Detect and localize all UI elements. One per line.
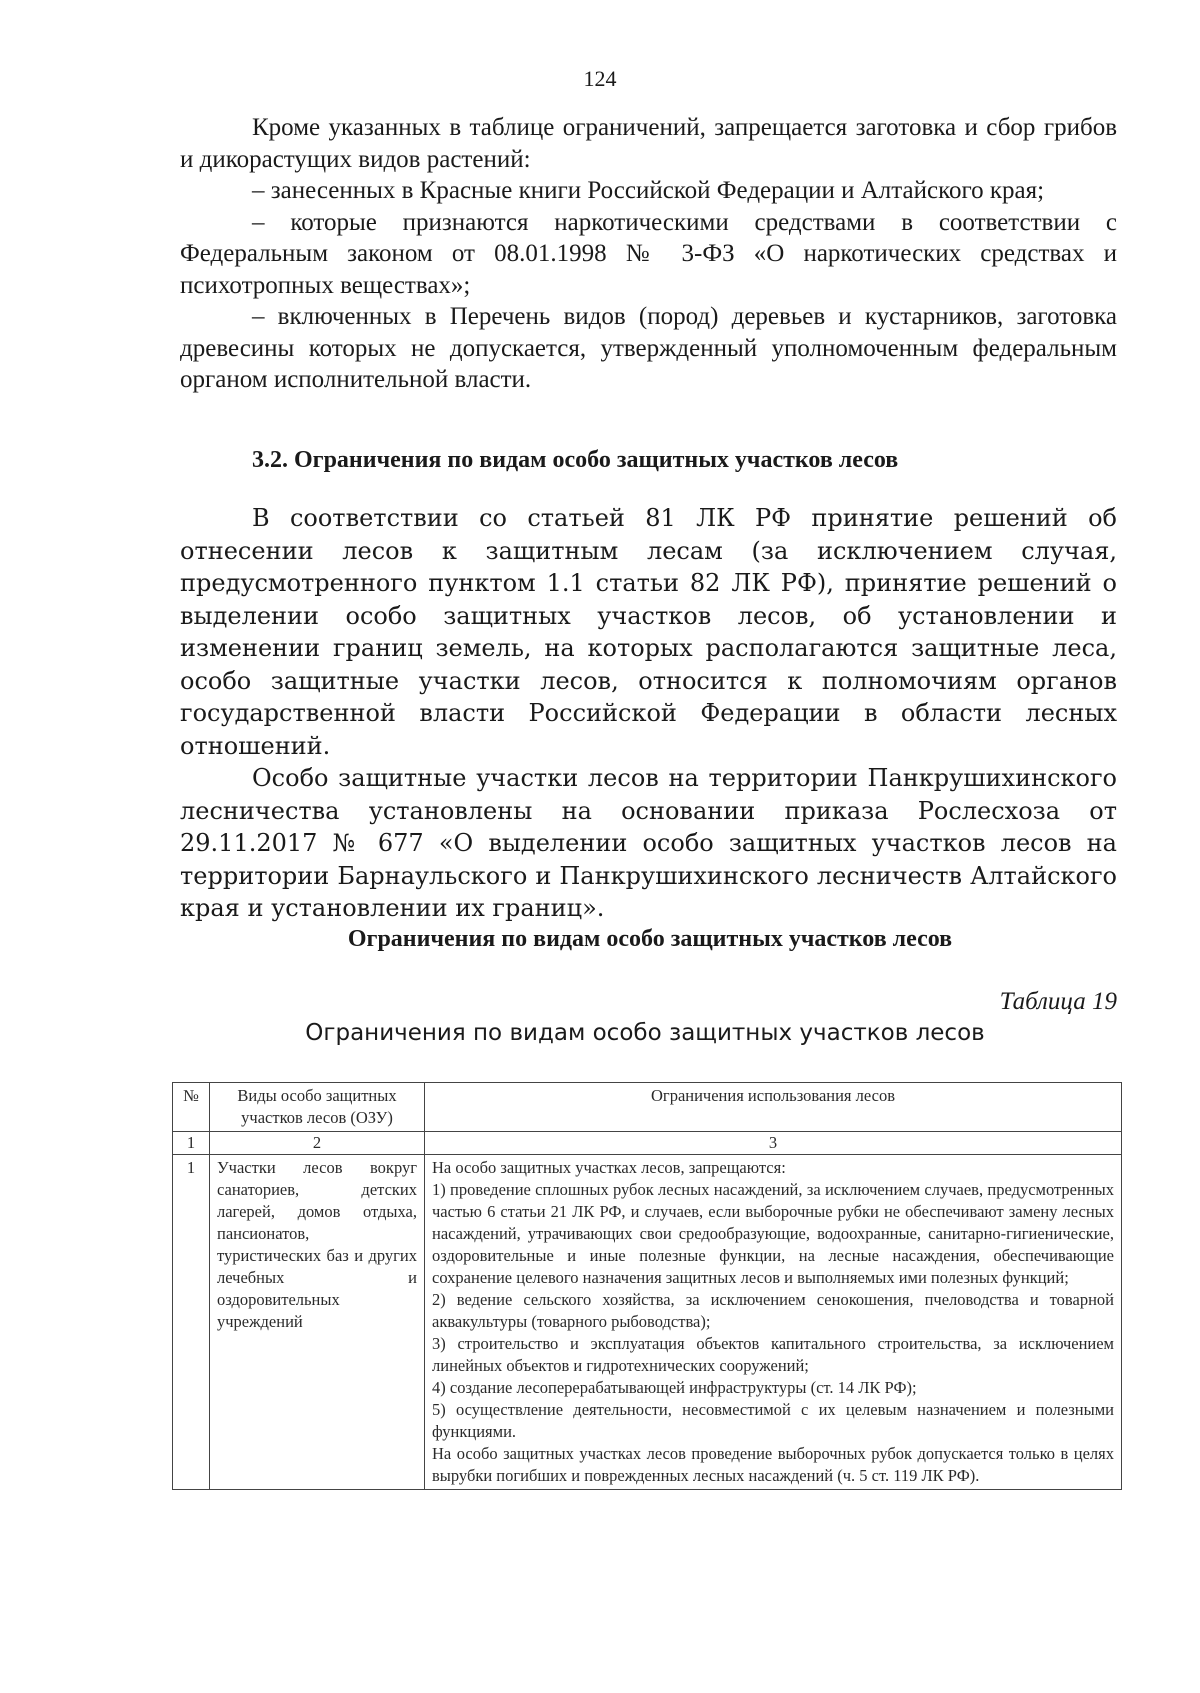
header-num: №	[173, 1083, 210, 1132]
intro-item: – которые признаются наркотическими средствами в соответствии с Федеральным законом от 08.01.1998 № 3-ФЗ «О наркотических средствах и психотропных веществах»;	[180, 208, 1117, 299]
restriction-line: 5) осуществление деятельности, несовместимой с их целевым назначением и полезными функциями.	[432, 1400, 1114, 1441]
section-heading: 3.2. Ограничения по видам особо защитных участков лесов	[252, 447, 899, 473]
section-paragraph: Особо защитные участки лесов на территории Панкрушихинского лесничества установлены на основании приказа Рослесхоза от 29.11.2017 № 677 «О выделении особо защитных участков лесов на территории Барнаульского и Панкрушихинского лесничеств Алтайского края и установлении их границ».	[180, 764, 1117, 922]
section-paragraph: В соответствии со статьей 81 ЛК РФ принятие решений об отнесении лесов к защитным лесам (за исключением случая, предусмотренного пунктом 1.1 статьи 82 ЛК РФ), принятие решений о выделении особо защитных участков лесов, об установлении и изменении границ земель, на которых располагаются защитные леса, особо защитные участки лесов, относится к полномочиям органов государственной власти Российской Федерации в области лесных отношений.	[180, 504, 1117, 760]
intro-paragraph: Кроме указанных в таблице ограничений, запрещается заготовка и сбор грибов и дикорастущих видов растений:	[180, 114, 1117, 173]
header-type: Виды особо защитных участков лесов (ОЗУ)	[210, 1083, 425, 1132]
table-label: Таблица 19	[999, 988, 1117, 1015]
table-section-heading: Ограничения по видам особо защитных участков лесов	[347, 926, 953, 952]
restriction-line: На особо защитных участках лесов проведение выборочных рубок допускается только в целях вырубки погибших и поврежденных лесных насаждений (ч. 5 ст. 119 ЛК РФ).	[432, 1444, 1114, 1485]
intro-item: – занесенных в Красные книги Российской Федерации и Алтайского края;	[252, 177, 1045, 204]
table-column-number-row	[173, 1132, 1122, 1155]
section-body	[180, 502, 1117, 925]
row-restrictions	[425, 1155, 1122, 1490]
column-number: 3	[425, 1132, 1122, 1155]
restrictions-table	[172, 1082, 1122, 1490]
header-restrictions: Ограничения использования лесов	[425, 1083, 1122, 1132]
row-type: Участки лесов вокруг санаториев, детских лагерей, домов отдыха, пансионатов, туристических баз и других лечебных и оздоровительных учреждений	[210, 1155, 425, 1490]
restriction-line: 3) строительство и эксплуатация объектов капитального строительства, за исключением линейных объектов и гидротехнических сооружений;	[432, 1334, 1114, 1375]
intro-block	[180, 112, 1117, 396]
restriction-line: 4) создание лесоперерабатывающей инфраструктуры (ст. 14 ЛК РФ);	[432, 1378, 917, 1397]
restriction-line: 1) проведение сплошных рубок лесных насаждений, за исключением случаев, предусмотренных частью 6 статьи 21 ЛК РФ, и случаев, если выборочные рубки не обеспечивают замену лесных насаждений, утрачивающих свои средообразующие, водоохранные, санитарно-гигиенические, оздоровительные и иные полезные функции, на лесные насаждения, обеспечивающие сохранение целевого назначения защитных лесов и выполняемых ими полезных функций;	[432, 1180, 1114, 1287]
column-number: 2	[210, 1132, 425, 1155]
table-row	[173, 1155, 1122, 1490]
row-num: 1	[173, 1155, 210, 1490]
table-caption: Ограничения по видам особо защитных участков лесов	[305, 1020, 985, 1046]
column-number: 1	[173, 1132, 210, 1155]
restriction-line: На особо защитных участках лесов, запрещаются:	[432, 1158, 786, 1177]
intro-item: – включенных в Перечень видов (пород) деревьев и кустарников, заготовка древесины которых не допускается, утвержденный уполномоченным федеральным органом исполнительной власти.	[180, 303, 1117, 393]
table-header-row	[173, 1083, 1122, 1132]
page-number: 124	[583, 66, 617, 91]
restriction-line: 2) ведение сельского хозяйства, за исключением сенокошения, пчеловодства и товарной аквакультуры (товарного рыбоводства);	[432, 1290, 1114, 1331]
